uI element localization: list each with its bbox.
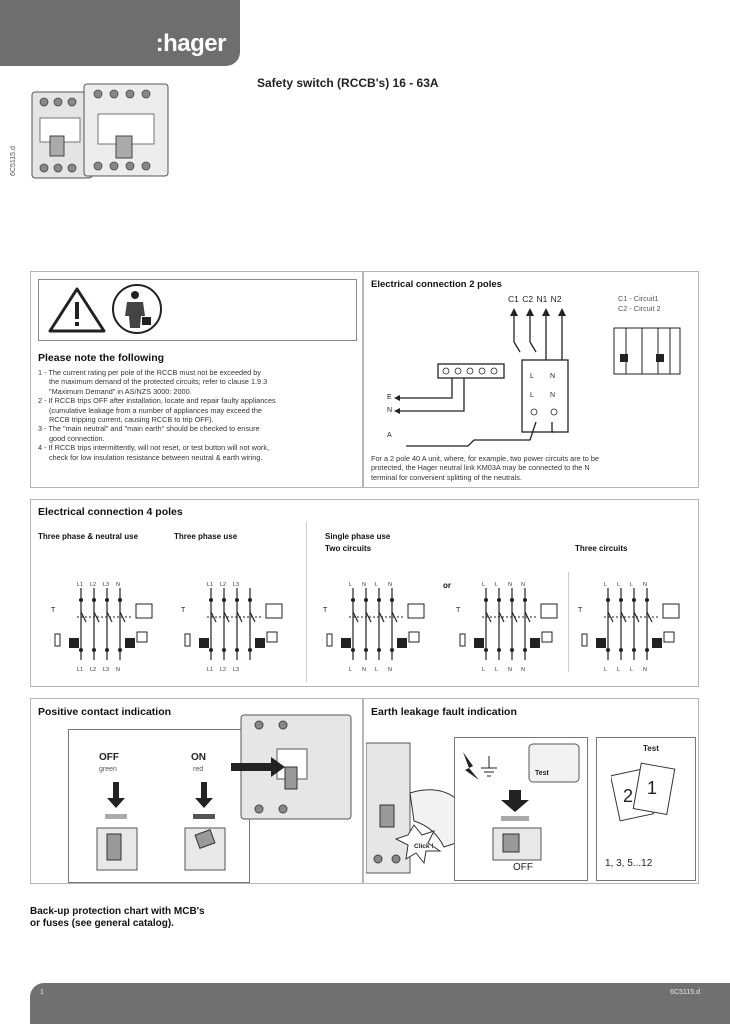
- click-label: Click !: [414, 843, 434, 850]
- rccb-device-image: [231, 709, 361, 824]
- terminal-label-bottom: L: [630, 667, 634, 673]
- four-pole-diagram: [578, 582, 679, 673]
- description-line: For a 2 pole 40 A unit, where, for example, two power circuits are to be: [371, 454, 599, 463]
- circuit-top-labels: C1 C2 N1 N2: [508, 294, 562, 304]
- terminal-label-bottom: N: [521, 667, 525, 673]
- page-number: 1: [40, 989, 44, 996]
- label-e: E: [387, 394, 392, 401]
- note-line: "Maximum Demand" in AS/NZS 3000: 2000.: [49, 386, 192, 396]
- terminal-label-bottom: N: [508, 667, 512, 673]
- connection-4-poles-panel: [30, 499, 699, 687]
- terminal-label-top: N: [362, 582, 366, 588]
- terminal-label-bottom: L3: [103, 667, 110, 673]
- four-pole-diagram: [181, 582, 282, 673]
- terminal-label-bottom: L1: [77, 667, 84, 673]
- calendar-icon: [611, 762, 681, 832]
- test-t-label: T: [456, 607, 461, 614]
- note-line: 4 - If RCCB trips intermittently, will not reset, or test button will not work,: [38, 443, 270, 453]
- earth-leakage-panel: [363, 698, 699, 884]
- wiring-diagram-2-poles: [364, 272, 700, 452]
- indicator-box: [68, 729, 250, 883]
- label-n: N: [387, 407, 393, 414]
- terminal-label-bottom: L: [604, 667, 608, 673]
- description-line: terminal for convenient splitting of the neutrals.: [371, 472, 522, 482]
- label-l-top: L: [530, 373, 534, 380]
- test-t-label: T: [51, 607, 56, 614]
- notes-list: [38, 368, 358, 462]
- four-pole-diagram: [51, 582, 152, 673]
- legend-circuit-2: C2 - Circuit 2: [618, 304, 661, 313]
- off-label: OFF: [99, 752, 119, 763]
- terminal-label-top: L3: [103, 582, 110, 588]
- terminal-label-bottom: L1: [207, 667, 214, 673]
- terminal-label-bottom: N: [388, 667, 392, 673]
- terminal-label-top: L1: [207, 582, 214, 588]
- terminal-label-top: N: [508, 582, 512, 588]
- terminal-label-top: L: [482, 582, 486, 588]
- or-label: or: [443, 581, 451, 590]
- note-line: (cumulative leakage from a number of appliances may exceed the: [49, 405, 262, 415]
- terminal-label-bottom: N: [362, 667, 366, 673]
- terminal-label-top: N: [388, 582, 392, 588]
- three-circuits-label: Three circuits: [575, 544, 628, 553]
- earth-fault-illustration: [455, 738, 587, 880]
- footer-code: 6C5115.d: [670, 989, 700, 996]
- terminal-label-bottom: L2: [220, 667, 227, 673]
- terminal-label-bottom: L3: [233, 667, 240, 673]
- legend-circuit-1: C1 - Circuit1: [618, 294, 659, 303]
- on-label: ON: [191, 752, 206, 763]
- terminal-label-bottom: L: [375, 667, 379, 673]
- four-pole-diagrams: [31, 500, 700, 688]
- terminal-label-top: N: [521, 582, 525, 588]
- backup-line-1: Back-up protection chart with MCB's: [30, 906, 205, 917]
- rccb-product-image: [28, 80, 178, 185]
- positive-contact-panel: [30, 698, 363, 884]
- connection-2-title: Electrical connection 2 poles: [371, 279, 502, 290]
- terminal-label-top: L: [604, 582, 608, 588]
- test-t-label: T: [578, 607, 583, 614]
- terminal-label-top: L: [349, 582, 353, 588]
- terminal-label-top: L: [617, 582, 621, 588]
- earth-leakage-title: Earth leakage fault indication: [371, 706, 517, 718]
- terminal-label-top: L: [630, 582, 634, 588]
- three-phase-label: Three phase use: [174, 532, 238, 541]
- connection-4-title: Electrical connection 4 poles: [38, 506, 183, 518]
- test-button-label: Test: [535, 770, 549, 777]
- side-code: 6C5115.d: [10, 146, 17, 176]
- backup-note: [30, 906, 205, 930]
- hager-logo: :hager: [155, 30, 226, 57]
- positive-contact-title: Positive contact indication: [38, 706, 172, 718]
- page-footer: [30, 983, 730, 1024]
- terminal-label-bottom: N: [643, 667, 647, 673]
- terminal-label-top: L2: [220, 582, 227, 588]
- terminal-label-top: N: [643, 582, 647, 588]
- label-a: A: [387, 432, 392, 439]
- test-schedule-box: [596, 737, 696, 881]
- brand-header: [0, 0, 240, 66]
- terminal-label-top: L3: [233, 582, 240, 588]
- svg-text:2: 2: [623, 786, 634, 806]
- test-title: Test: [643, 744, 659, 753]
- fault-box: [454, 737, 588, 881]
- terminal-label-top: N: [116, 582, 120, 588]
- label-n-bottom: N: [550, 392, 556, 399]
- terminal-label-bottom: L: [482, 667, 486, 673]
- terminal-label-bottom: L: [617, 667, 621, 673]
- notes-title: Please note the following: [38, 352, 165, 364]
- terminal-label-bottom: N: [116, 667, 120, 673]
- warning-box: [38, 279, 357, 341]
- label-n-top: N: [550, 373, 556, 380]
- toggle-illustration: [69, 780, 249, 880]
- single-phase-label: Single phase use: [325, 532, 391, 541]
- test-sequence: 1, 3, 5...12: [605, 858, 653, 869]
- note-line: RCCB tripping current, causing RCCB to trip OFF).: [49, 415, 214, 425]
- page-title: Safety switch (RCCB's) 16 - 63A: [257, 76, 439, 90]
- note-line: the maximum demand of the protected circuits; refer to clause 1.9.3: [49, 377, 268, 387]
- terminal-label-bottom: L: [349, 667, 353, 673]
- on-color-label: red: [193, 766, 204, 773]
- backup-line-2: or fuses (see general catalog).: [30, 918, 174, 929]
- note-line: check for low insulation resistance between neutral & earth wiring.: [49, 452, 263, 462]
- connection-2-description: [371, 454, 695, 482]
- terminal-label-top: L: [495, 582, 499, 588]
- notes-panel: [30, 271, 363, 488]
- terminal-label-top: L2: [90, 582, 97, 588]
- test-t-label: T: [323, 607, 328, 614]
- note-line: good connection.: [49, 433, 105, 443]
- note-line: 3 - The "main neutral" and "main earth" should be checked to ensure: [38, 424, 260, 434]
- electrician-icon: [111, 283, 163, 335]
- terminal-label-top: L: [375, 582, 379, 588]
- two-circuits-label: Two circuits: [325, 544, 372, 553]
- terminal-label-top: L1: [77, 582, 84, 588]
- off-result-label: OFF: [513, 862, 533, 873]
- four-pole-diagram: [323, 582, 424, 673]
- four-pole-diagram: [456, 582, 557, 673]
- terminal-label-bottom: L2: [90, 667, 97, 673]
- note-line: 2 - If RCCB trips OFF after installation, locate and repair faulty appliances: [38, 396, 276, 406]
- svg-text:1: 1: [647, 778, 658, 798]
- off-color-label: green: [99, 766, 117, 773]
- connection-2-poles-panel: [363, 271, 699, 488]
- terminal-label-bottom: L: [495, 667, 499, 673]
- three-phase-neutral-label: Three phase & neutral use: [38, 532, 139, 541]
- test-t-label: T: [181, 607, 186, 614]
- description-line: protected, the Hager neutral link KM03A may be connected to the N: [371, 463, 590, 473]
- note-line: 1 - The current rating per pole of the RCCB must not be exceeded by: [38, 368, 261, 377]
- label-l-bottom: L: [530, 392, 534, 399]
- warning-triangle-icon: [47, 286, 107, 334]
